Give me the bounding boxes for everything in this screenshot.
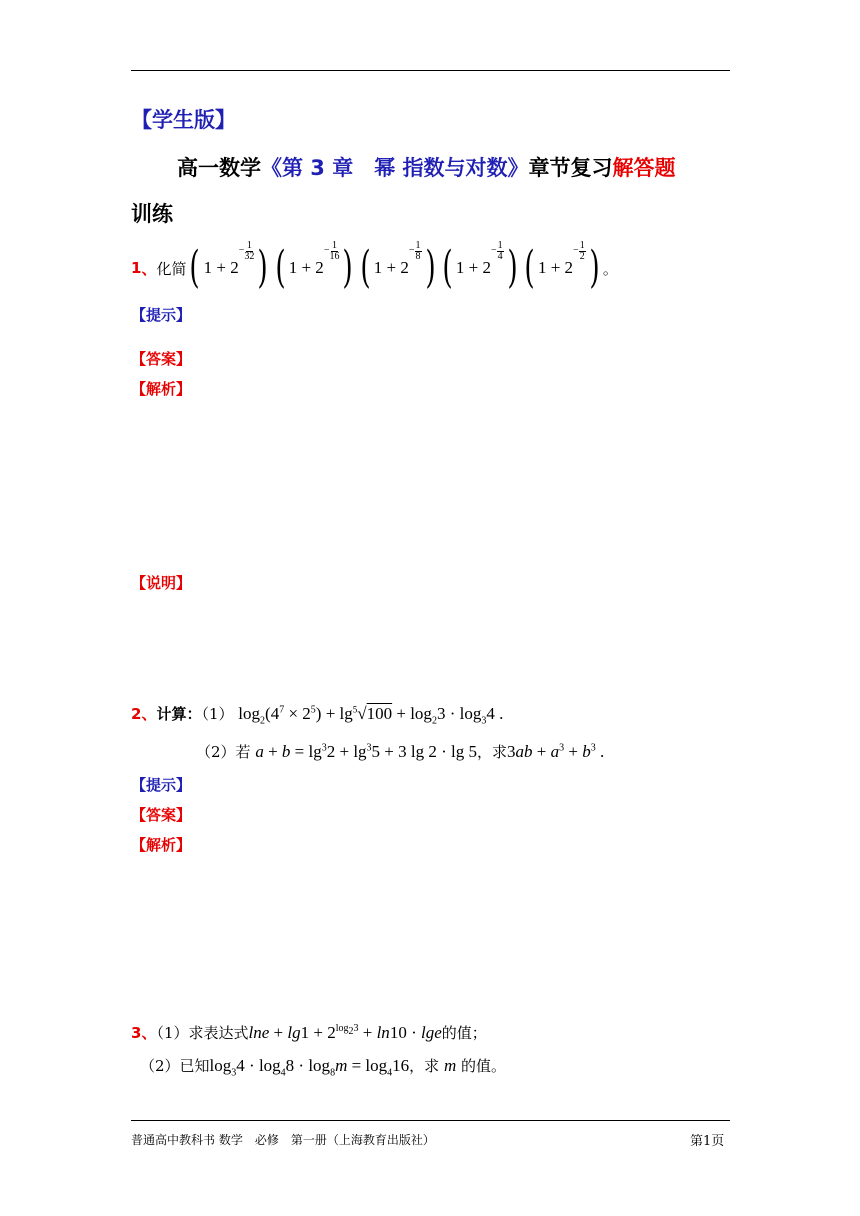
- question-3-part-2: [140, 1055, 506, 1078]
- q1-term: ( 1 + 2 − $\frac{1}{16}$ ): [274, 239, 354, 293]
- question-2-part-2: [196, 741, 604, 762]
- q3-p2-label: （2）已知: [140, 1057, 210, 1075]
- q3-number: 3: [131, 1024, 142, 1042]
- title-part5: 训练: [131, 202, 173, 226]
- q1-term: ( 1 + 2 − $\frac{1}{4}$ ): [442, 239, 518, 293]
- q2-p1-expression: $\log_2(4^7 \times 2^5) + \lg^5√100 + \log_23 \cdot \log_34$ .: [238, 704, 504, 727]
- q1-expression: [186, 239, 602, 293]
- header-rule: [131, 70, 730, 71]
- q2-prompt: 计算：: [156, 705, 202, 723]
- q3-p1-expression: $\ln e + \lg 1 + 2^{log_23} + \ln 10 \cdot \lg e$: [248, 1023, 442, 1042]
- q1-analysis-label: 【解析】: [131, 380, 192, 398]
- q3-p1-end: 的值；: [441, 1024, 487, 1042]
- page-number: 第1页: [690, 1134, 725, 1149]
- title-part3: 章节复习: [528, 156, 613, 180]
- q1-term: ( 1 + 2 − $\frac{1}{8}$ ): [360, 239, 436, 293]
- q3-p2-ask: ，求: [409, 1057, 440, 1075]
- q1-end: 。: [602, 259, 618, 278]
- footer-source: 普通高中教科书 数学 必修 第一册（上海教育出版社）: [131, 1133, 435, 1147]
- page-title: [177, 152, 676, 182]
- q2-answer-label: 【答案】: [131, 806, 192, 824]
- q2-p1-label: （1）: [201, 705, 234, 723]
- q3-p2-end: 的值。: [461, 1057, 507, 1075]
- q2-number: 2: [131, 705, 142, 723]
- q1-term: ( 1 + 2 − $\frac{1}{2}$ ): [524, 239, 600, 293]
- q2-p2-ask: ，求: [477, 743, 508, 761]
- title-part4: 解答题: [612, 156, 676, 180]
- q1-answer-label: 【答案】: [131, 350, 192, 368]
- q1-term: ( 1 + 2 − $\frac{1}{32}$ ): [189, 239, 269, 293]
- title-part1: 高一数学: [177, 156, 261, 180]
- q2-p2-target: $3ab + a^3 + b^3$ .: [507, 742, 605, 761]
- q3-sep: 、: [141, 1024, 157, 1042]
- q3-p2-var: m: [443, 1056, 457, 1075]
- footer-rule: [131, 1120, 730, 1121]
- q3-p2-condition: $\log_34 \cdot \log_48 \cdot \log_8m = \log_416$: [209, 1056, 410, 1079]
- q2-sep: 、: [141, 705, 157, 723]
- q2-p2-condition: $a + b = \lg^32 + \lg^35 + 3$ lg 2 · lg 5: [255, 742, 477, 761]
- q1-number: 1: [131, 259, 142, 277]
- q1-prompt: 化简: [156, 259, 187, 278]
- q1-sep: 、: [141, 259, 157, 278]
- title-part2: 《第 3 章 幂 指数与对数》: [261, 156, 529, 180]
- q2-p2-label: （2）若: [196, 743, 251, 761]
- q3-p1-label: （1）求表达式: [156, 1024, 249, 1042]
- q1-hint-label: 【提示】: [131, 306, 192, 324]
- question-3-part-1: [131, 1022, 487, 1043]
- question-1: [131, 239, 618, 293]
- q2-analysis-label: 【解析】: [131, 836, 192, 854]
- q2-hint-label: 【提示】: [131, 776, 192, 794]
- version-badge: 【学生版】: [131, 108, 236, 132]
- q1-note-label: 【说明】: [131, 574, 192, 592]
- question-2-part-1: [131, 703, 503, 726]
